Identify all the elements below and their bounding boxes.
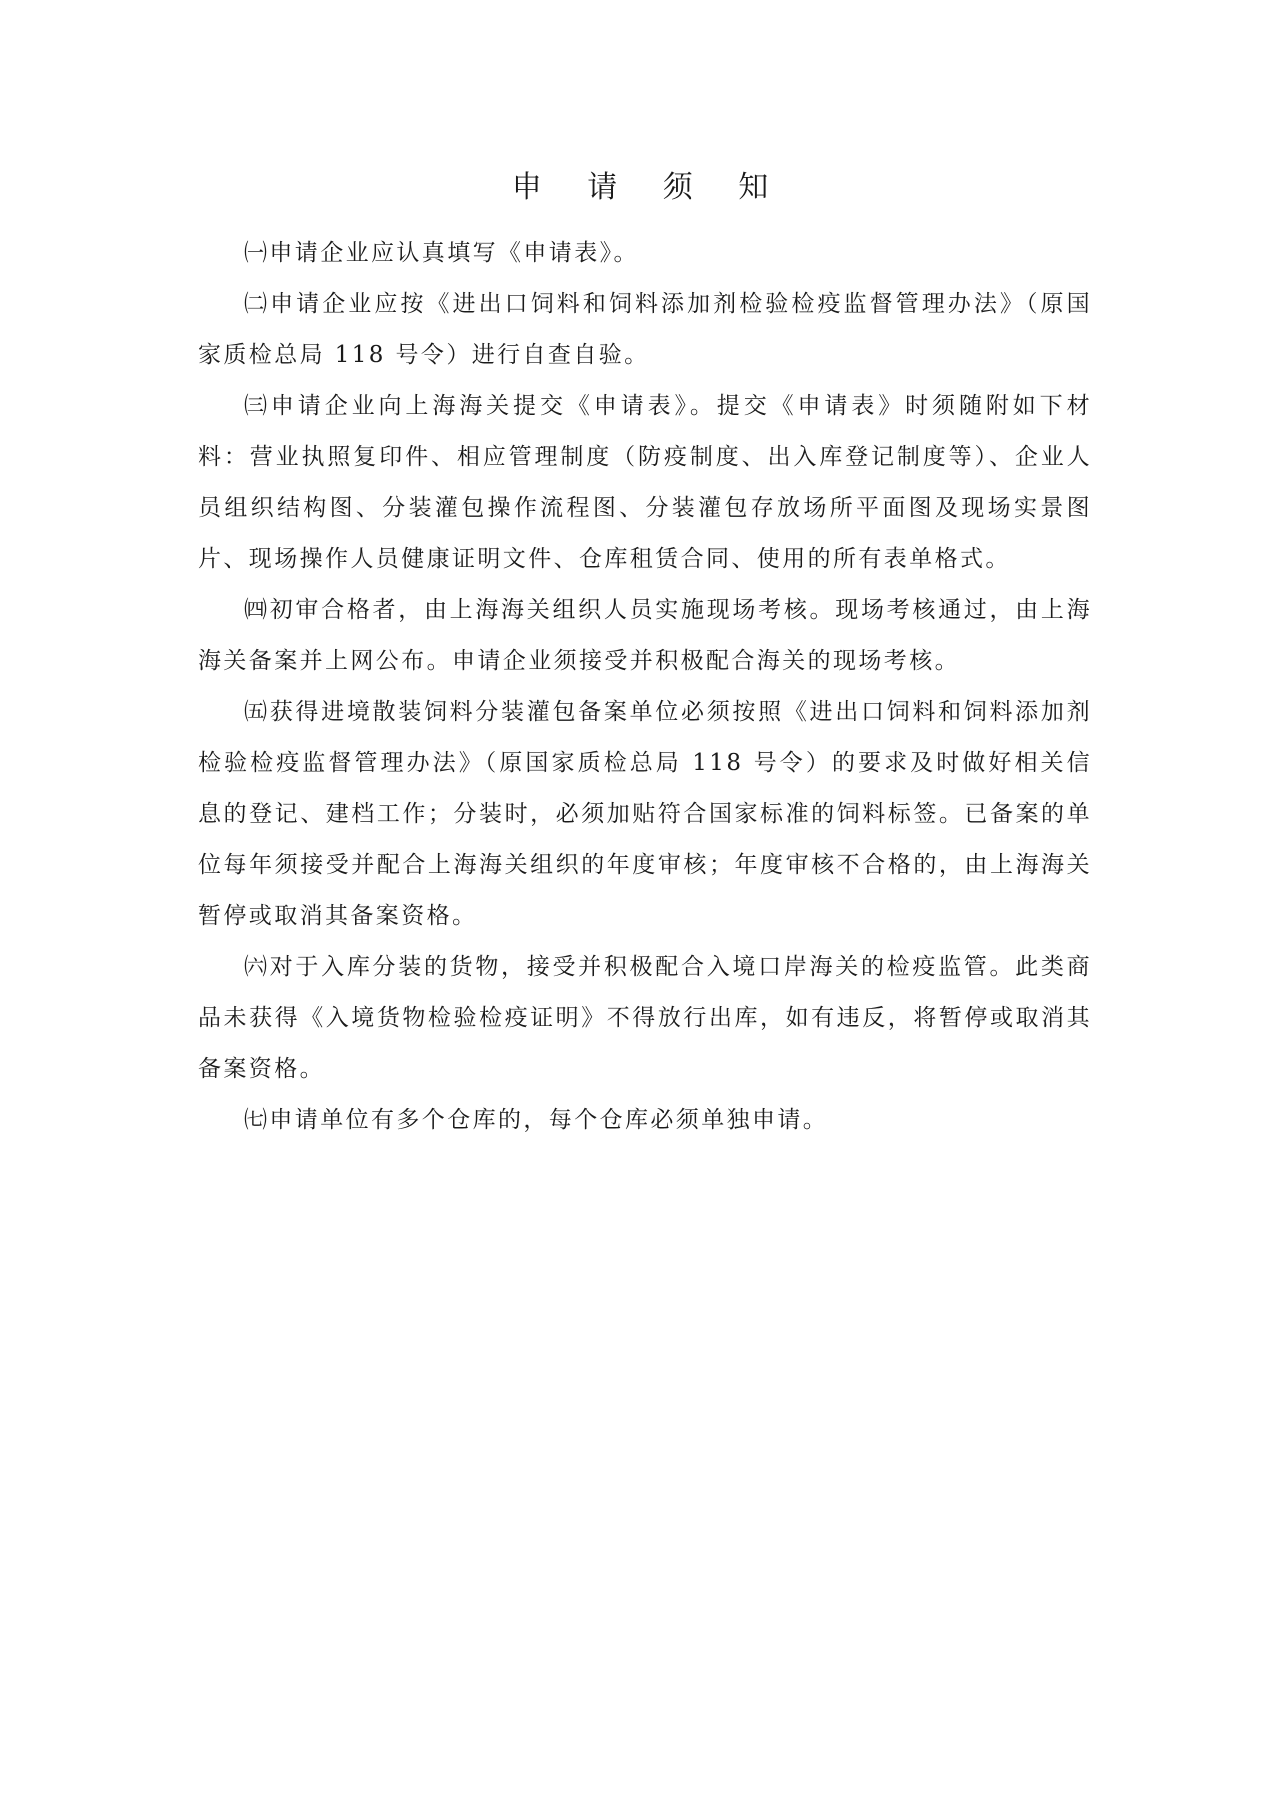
paragraph-5: ㈤获得进境散装饲料分装灌包备案单位必须按照《进出口饲料和饲料添加剂检验检疫监督管理办法》（原国家质检总局 118 号令）的要求及时做好相关信息的登记、建档工作；分装时，必须加贴符合国家标准的饲料标签。已备案的单位每年须接受并配合上海海关组织的年度审核；年度审核不合格的，由上海海关暂停或取消其备案资格。 bbox=[198, 699, 1092, 929]
paragraph-3: ㈢申请企业向上海海关提交《申请表》。提交《申请表》时须随附如下材料：营业执照复印件、相应管理制度（防疫制度、出入库登记制度等）、企业人员组织结构图、分装灌包操作流程图、分装灌包存放场所平面图及现场实景图片、现场操作人员健康证明文件、仓库租赁合同、使用的所有表单格式。 bbox=[198, 393, 1092, 572]
paragraph-2: ㈡申请企业应按《进出口饲料和饲料添加剂检验检疫监督管理办法》（原国家质检总局 118 号令）进行自查自验。 bbox=[198, 291, 1092, 368]
paragraph-6: ㈥对于入库分装的货物，接受并积极配合入境口岸海关的检疫监管。此类商品未获得《入境货物检验检疫证明》不得放行出库，如有违反，将暂停或取消其备案资格。 bbox=[198, 954, 1092, 1082]
paragraph-7: ㈦申请单位有多个仓库的，每个仓库必须单独申请。 bbox=[244, 1107, 829, 1133]
paragraph-1: ㈠申请企业应认真填写《申请表》。 bbox=[244, 240, 639, 266]
document-body bbox=[198, 228, 1092, 1146]
page-title: 申 请 须 知 bbox=[511, 170, 787, 205]
paragraph-4: ㈣初审合格者，由上海海关组织人员实施现场考核。现场考核通过，由上海海关备案并上网公布。申请企业须接受并积极配合海关的现场考核。 bbox=[198, 597, 1092, 674]
